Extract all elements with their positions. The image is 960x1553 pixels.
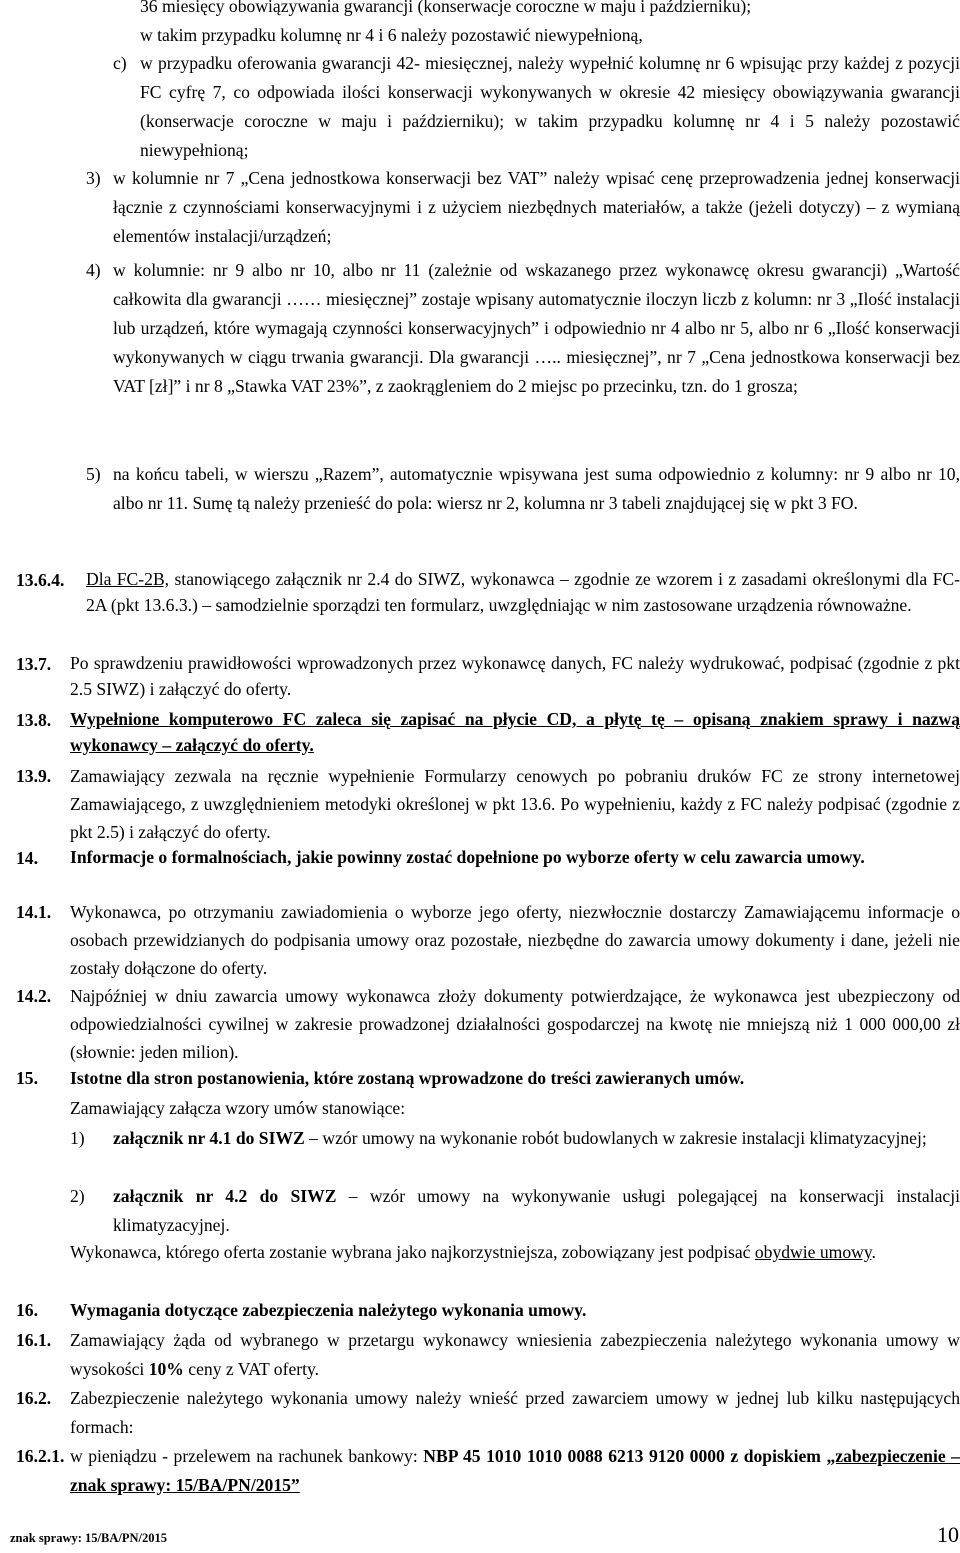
item-5-text: na końcu tabeli, w wierszu „Razem”, automatycznie wpisywana jest suma odpowiednio z kolumny: nr 9 albo nr 10, albo nr 11. Sumę tą należy przenieść do pola: wiersz nr 2, kolumna nr 3 tabeli znajdującej się w pkt 3 FO. — [113, 464, 960, 513]
item-4-label: 4) — [86, 260, 101, 280]
section-16-2-1-text — [70, 1442, 960, 1500]
bank-account-number: NBP 45 1010 1010 0088 6213 9120 0000 z dopiskiem — [423, 1446, 827, 1466]
item-5-label: 5) — [86, 464, 101, 484]
continuation-paragraph — [140, 0, 960, 50]
attachment-4-2-description: – wzór umowy na wykonywanie usługi polegającej na konserwacji instalacji klimatyzacyjnej. — [113, 1186, 960, 1235]
attachment-4-1-description: – wzór umowy na wykonanie robót budowlanych w zakresie instalacji klimatyzacyjnej; — [304, 1128, 927, 1148]
section-15-outro-text: Wykonawca, którego oferta zostanie wybrana jako najkorzystniejsza, zobowiązany jest podpisać — [70, 1242, 755, 1262]
section-number: 14.1. — [16, 902, 52, 922]
item-3-label: 3) — [86, 168, 101, 188]
section-number: 16.1. — [16, 1330, 52, 1350]
section-14-title: Informacje o formalnościach, jakie powinny zostać dopełnione po wyborze oferty w celu zawarcia umowy. — [70, 847, 865, 867]
section-15-item-1-label: 1) — [70, 1128, 85, 1148]
attachment-4-2-reference: załącznik nr 4.2 do SIWZ — [113, 1186, 337, 1206]
section-15-item-2-text — [113, 1182, 960, 1240]
transfer-reference-note: „zabezpieczenie – znak sprawy: 15/BA/PN/2015” — [70, 1446, 960, 1495]
section-number: 13.8. — [16, 710, 52, 730]
section-number: 16.2. — [16, 1388, 52, 1408]
continuation-line-1: 36 miesięcy obowiązywania gwarancji (konserwacje coroczne w maju i październiku); — [140, 0, 752, 16]
section-13-6-4-underlined: Dla FC-2B, — [86, 569, 170, 589]
section-16-1-after: ceny z VAT oferty. — [183, 1358, 320, 1379]
section-13-8-text: Wypełnione komputerowo FC zaleca się zapisać na płycie CD, a płytę tę – opisaną znakiem sprawy i nazwą wykonawcy – załączyć do oferty. — [70, 709, 960, 755]
section-13-9-text: Zamawiający zezwala na ręcznie wypełnienie Formularzy cenowych po pobraniu druków FC ze strony internetowej Zamawiającego, z uwzględnieniem metodyki określonej w pkt 13.6. Po wypełnieniu, każdy z FC należy podpisać (zgodnie z pkt 2.5) i załączyć do oferty. — [70, 766, 960, 842]
section-number: 14.2. — [16, 986, 52, 1006]
section-15-outro-underlined: obydwie umowy — [754, 1242, 872, 1262]
section-16-title: Wymagania dotyczące zabezpieczenia należytego wykonania umowy. — [70, 1300, 587, 1320]
page-number: 10 — [937, 1522, 959, 1547]
section-15-title: Istotne dla stron postanowienia, które zostaną wprowadzone do treści zawieranych umów. — [70, 1068, 745, 1088]
section-number: 13.9. — [16, 766, 52, 786]
section-number: 13.7. — [16, 654, 52, 674]
section-number: 14. — [16, 848, 38, 868]
section-13-7-text: Po sprawdzeniu prawidłowości wprowadzonych przez wykonawcę danych, FC należy wydrukować, podpisać (zgodnie z pkt 2.5 SIWZ) i załączyć do oferty. — [70, 653, 960, 699]
section-16-1-text — [70, 1326, 960, 1384]
section-15-intro: Zamawiający załącza wzory umów stanowiące: — [70, 1098, 406, 1118]
section-number: 15. — [16, 1068, 38, 1088]
section-16-2-text: Zabezpieczenie należytego wykonania umowy należy wnieść przed zawarciem umowy w jednej lub kilku następujących formach: — [70, 1388, 960, 1437]
section-13-6-4-text — [86, 566, 960, 618]
section-14-2-text: Najpóźniej w dniu zawarcia umowy wykonawca złoży dokumenty potwierdzające, że wykonawca jest ubezpieczony od odpowiedzialności cywilnej w zakresie prowadzonej działalności gospodarczej na kwotę nie mniejszą niż 1 000 000,00 zł (słownie: jeden milion). — [70, 986, 960, 1062]
guarantee-percentage: 10% — [148, 1358, 184, 1379]
section-number: 16.2.1. — [16, 1446, 65, 1466]
section-16-2-1-body: w pieniądzu - przelewem na rachunek bankowy: — [70, 1446, 424, 1466]
section-15-outro-end: . — [871, 1242, 876, 1262]
attachment-4-1-reference: załącznik nr 4.1 do SIWZ — [113, 1128, 305, 1148]
footer-case-number: znak sprawy: 15/BA/PN/2015 — [10, 1531, 167, 1545]
item-4-text: w kolumnie: nr 9 albo nr 10, albo nr 11 (zależnie od wskazanego przez wykonawcę okresu gwarancji) „Wartość całkowita dla gwarancji …… miesięcznej” zostaje wpisany automatycznie iloczyn liczb z kolumn: nr 3 „Ilość instalacji lub urządzeń, które wymagają czynności konserwacyjnych” i odpowiednio nr 4 albo nr 5, albo nr 6 „Ilość konserwacji wykonywanych w ciągu trwania gwarancji. Dla gwarancji ….. miesięcznej”, nr 7 „Cena jednostkowa konserwacji bez VAT [zł]” i nr 8 „Stawka VAT 23%”, z zaokrągleniem do 2 miejsc po przecinku, tzn. do 1 grosza; — [113, 260, 960, 396]
continuation-line-2: w takim przypadku kolumnę nr 4 i 6 należy pozostawić niewypełnioną, — [140, 24, 643, 45]
item-c-text: w przypadku oferowania gwarancji 42- miesięcznej, należy wypełnić kolumnę nr 6 wpisując przy każdej z pozycji FC cyfrę 7, co odpowiada ilości konserwacji wykonywanych w okresie 42 miesięcy obowiązywania gwarancji (konserwacje coroczne w maju i październiku); w takim przypadku kolumnę nr 4 i 5 należy pozostawić niewypełnioną; — [140, 53, 960, 160]
item-c-label: c) — [113, 53, 127, 73]
section-number: 16. — [16, 1300, 38, 1320]
section-number: 13.6.4. — [16, 570, 65, 590]
item-3-text: w kolumnie nr 7 „Cena jednostkowa konserwacji bez VAT” należy wpisać cenę przeprowadzenia jednej konserwacji łącznie z czynnościami konserwacyjnymi i z użyciem niezbędnych materiałów, a także (jeżeli dotyczy) – z wymianą elementów instalacji/urządzeń; — [113, 168, 960, 246]
section-14-1-text: Wykonawca, po otrzymaniu zawiadomienia o wyborze jego oferty, niezwłocznie dostarczy Zamawiającemu informacje o osobach przewidzianych do podpisania umowy oraz pozostałe, niezbędne do zawarcia umowy dokumenty i dane, jeżeli nie zostały dołączone do oferty. — [70, 902, 960, 978]
section-15-item-2-label: 2) — [70, 1186, 85, 1206]
section-15-outro — [70, 1238, 960, 1267]
section-15-item-1-text — [113, 1124, 960, 1153]
section-13-6-4-body: stanowiącego załącznik nr 2.4 do SIWZ, wykonawca – zgodnie ze wzorem i z zasadami określonymi dla FC-2A (pkt 13.6.3.) – samodzielnie sporządzi ten formularz, uwzględniając w nim zastosowane urządzenia równoważne. — [86, 569, 960, 615]
section-16-1-before: Zamawiający żąda od wybranego w przetargu wykonawcy wniesienia zabezpieczenia należytego wykonania umowy w wysokości — [70, 1330, 960, 1379]
